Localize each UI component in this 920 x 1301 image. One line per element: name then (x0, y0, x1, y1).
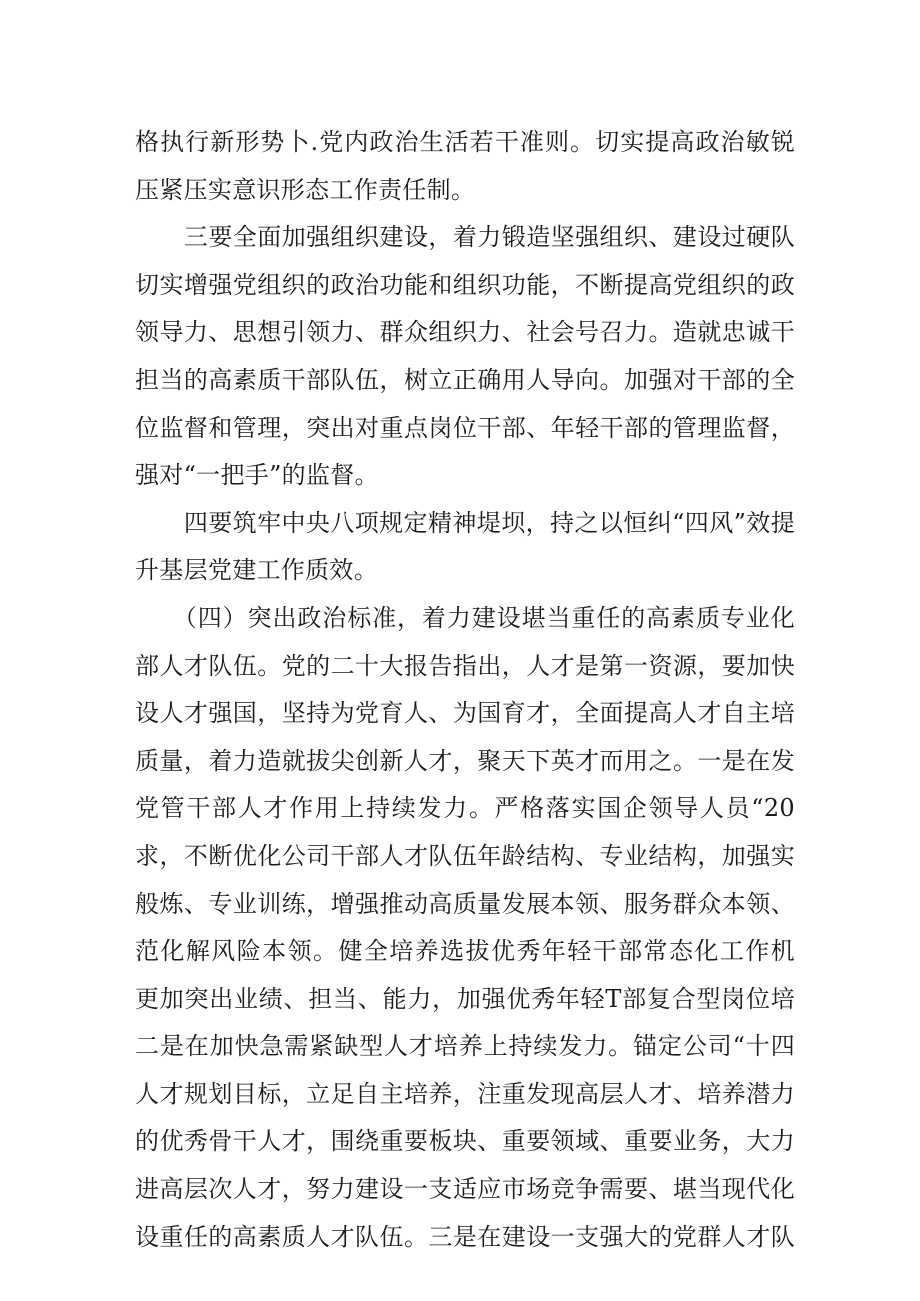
text-line: 四要筑牢中央八项规定精神堤坝，持之以恒纠“四风”效提 (135, 508, 795, 537)
text-line: 二是在加快急需紧缺型人才培养上持续发力。锚定公司“十四 (135, 1032, 795, 1061)
text-line: 范化解风险本领。健全培养选拔优秀年轻干部常态化工作机 (135, 937, 795, 966)
text-line: 位监督和管理，突出对重点岗位干部、年轻干部的管理监督， (135, 413, 795, 442)
text-line: 设重任的高素质人才队伍。三是在建设一支强大的党群人才队 (135, 1222, 795, 1251)
text-line: 升基层党建工作质效。 (135, 556, 378, 585)
text-line: 三要全面加强组织建设，着力锻造坚强组织、建设过硬队 (183, 223, 795, 252)
text-line: （四）突出政治标准，着力建设堪当重任的高素质专业化 (184, 603, 795, 632)
text-line: 人才规划目标，立足自主培养，注重发现高层人才、培养潜力 (135, 1079, 795, 1108)
text-line: 质量，着力造就拔尖创新人才，聚天下英才而用之。一是在发 (135, 746, 795, 775)
text-line: 担当的高素质干部队伍，树立正确用人导向。加强对干部的全 (135, 365, 795, 394)
text-line: 压紧压实意识形态工作责任制。 (135, 175, 476, 204)
text-line: 党管干部人才作用上持续发力。严格落实国企领导人员“20 (135, 794, 795, 823)
text-line: 格执行新形势卜.党内政治生活若干准则。切实提高政治敏锐 (135, 128, 795, 156)
text-line: 部人才队伍。党的二十大报告指出，人才是第一资源，要加快 (135, 651, 795, 680)
text-line: 进高层次人才，努力建设一支适应市场竞争需要、堪当现代化 (135, 1175, 795, 1204)
text-line: 领导力、思想引领力、群众组织力、社会号召力。造就忠诚干 (135, 318, 795, 347)
document-body (135, 119, 795, 1261)
text-line: 设人才强国，坚持为党育人、为国育才，全面提高人才自主培 (135, 699, 795, 728)
text-line: 求，不断优化公司干部人才队伍年龄结构、专业结构，加强实 (135, 841, 795, 870)
text-line: 切实增强党组织的政治功能和组织功能，不断提高党组织的政 (135, 270, 795, 299)
text-line: 般炼、专业训练，增强推动高质量发展本领、服务群众本领、 (135, 889, 795, 918)
text-line: 强对“一把手”的监督。 (135, 461, 379, 490)
text-line: 的优秀骨干人才，围绕重要板块、重要领域、重要业务，大力 (135, 1127, 795, 1156)
text-line: 更加突出业绩、担当、能力，加强优秀年轻T部复合型岗位培 (135, 984, 795, 1013)
